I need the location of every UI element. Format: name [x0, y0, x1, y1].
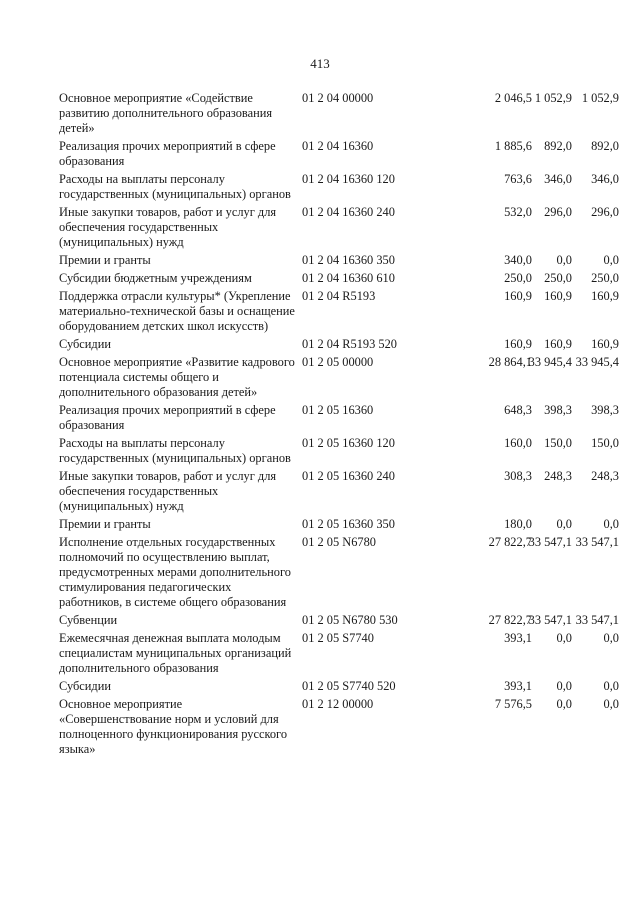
row-name: Иные закупки товаров, работ и услуг для обеспечения государственных (муниципальных) нужд: [59, 469, 277, 513]
row-value-3: 0,0: [603, 631, 619, 645]
row-name: Субвенции: [59, 613, 118, 627]
row-code: 01 2 04 16360: [302, 139, 374, 153]
row-value-1: 250,0: [504, 271, 532, 285]
row-value-2: 892,0: [544, 139, 572, 153]
row-code: 01 2 05 00000: [302, 355, 374, 369]
table-row: [59, 613, 619, 628]
row-name: Премии и гранты: [59, 253, 151, 267]
row-value-2: 0,0: [556, 631, 572, 645]
row-name: Субсидии бюджетным учреждениям: [59, 271, 252, 285]
row-name: Субсидии: [59, 337, 111, 351]
row-code: 01 2 05 16360 350: [302, 517, 395, 531]
row-value-1: 393,1: [504, 679, 532, 693]
row-value-2: 33 547,1: [528, 535, 572, 549]
row-value-1: 340,0: [504, 253, 532, 267]
row-name: Расходы на выплаты персоналу государственных (муниципальных) органов: [59, 436, 291, 465]
row-code: 01 2 12 00000: [302, 697, 374, 711]
row-name: Основное мероприятие «Развитие кадрового потенциала системы общего и дополнительного образования детей»: [59, 355, 295, 399]
row-name: Иные закупки товаров, работ и услуг для обеспечения государственных (муниципальных) нужд: [59, 205, 277, 249]
row-value-1: 180,0: [504, 517, 532, 531]
row-name: Основное мероприятие «Совершенствование норм и условий для полноценного функционирования русского языка»: [59, 697, 288, 756]
row-value-3: 150,0: [591, 436, 619, 450]
row-value-1: 763,6: [504, 172, 532, 186]
row-value-1: 160,9: [504, 337, 532, 351]
row-value-2: 0,0: [556, 679, 572, 693]
row-name: Реализация прочих мероприятий в сфере образования: [59, 139, 276, 168]
row-code: 01 2 05 16360: [302, 403, 374, 417]
table-row: [59, 271, 619, 286]
row-code: 01 2 04 00000: [302, 91, 374, 105]
row-value-1: 2 046,5: [494, 91, 532, 105]
row-value-2: 150,0: [544, 436, 572, 450]
row-value-3: 160,9: [591, 337, 619, 351]
table-row: [59, 91, 619, 136]
table-row: [59, 337, 619, 352]
row-name: Реализация прочих мероприятий в сфере образования: [59, 403, 276, 432]
row-value-2: 160,9: [544, 337, 572, 351]
row-value-2: 1 052,9: [534, 91, 572, 105]
table-row: [59, 631, 619, 676]
row-value-3: 160,9: [591, 289, 619, 303]
row-value-2: 248,3: [544, 469, 572, 483]
row-value-2: 346,0: [544, 172, 572, 186]
row-value-3: 1 052,9: [581, 91, 619, 105]
row-code: 01 2 04 R5193: [302, 289, 376, 303]
row-value-3: 0,0: [603, 679, 619, 693]
row-value-1: 160,0: [504, 436, 532, 450]
table-row: [59, 535, 619, 610]
row-code: 01 2 05 16360 120: [302, 436, 395, 450]
row-code: 01 2 04 16360 240: [302, 205, 395, 219]
table-row: [59, 205, 619, 250]
row-code: 01 2 05 16360 240: [302, 469, 395, 483]
row-code: 01 2 05 N6780 530: [302, 613, 398, 627]
row-value-3: 296,0: [591, 205, 619, 219]
row-value-2: 33 945,4: [528, 355, 572, 369]
table-row: [59, 172, 619, 202]
row-name: Основное мероприятие «Содействие развитию дополнительного образования детей»: [59, 91, 273, 135]
row-value-3: 346,0: [591, 172, 619, 186]
row-value-3: 892,0: [591, 139, 619, 153]
row-code: 01 2 04 16360 350: [302, 253, 395, 267]
budget-table: [59, 91, 619, 760]
row-value-2: 0,0: [556, 517, 572, 531]
row-value-3: 0,0: [603, 253, 619, 267]
row-value-3: 398,3: [591, 403, 619, 417]
row-value-2: 0,0: [556, 253, 572, 267]
row-value-1: 27 822,7: [488, 613, 532, 627]
row-value-3: 33 547,1: [575, 613, 619, 627]
table-row: [59, 436, 619, 466]
row-code: 01 2 05 S7740: [302, 631, 374, 645]
row-value-2: 33 547,1: [528, 613, 572, 627]
row-value-1: 308,3: [504, 469, 532, 483]
row-code: 01 2 05 N6780: [302, 535, 376, 549]
table-row: [59, 403, 619, 433]
table-row: [59, 355, 619, 400]
row-value-1: 27 822,7: [488, 535, 532, 549]
row-value-3: 250,0: [591, 271, 619, 285]
table-row: [59, 697, 619, 757]
row-value-1: 532,0: [504, 205, 532, 219]
row-code: 01 2 04 16360 120: [302, 172, 395, 186]
row-name: Расходы на выплаты персоналу государственных (муниципальных) органов: [59, 172, 291, 201]
row-code: 01 2 04 16360 610: [302, 271, 395, 285]
row-code: 01 2 05 S7740 520: [302, 679, 396, 693]
row-value-2: 250,0: [544, 271, 572, 285]
row-name: Премии и гранты: [59, 517, 151, 531]
row-value-2: 296,0: [544, 205, 572, 219]
table-row: [59, 253, 619, 268]
row-name: Ежемесячная денежная выплата молодым специалистам муниципальных организаций дополнительного образования: [59, 631, 292, 675]
row-value-1: 28 864,1: [488, 355, 532, 369]
row-value-1: 393,1: [504, 631, 532, 645]
row-value-2: 160,9: [544, 289, 572, 303]
table-row: [59, 517, 619, 532]
row-value-2: 0,0: [556, 697, 572, 711]
row-name: Субсидии: [59, 679, 111, 693]
row-value-2: 398,3: [544, 403, 572, 417]
row-value-1: 1 885,6: [494, 139, 532, 153]
table-row: [59, 289, 619, 334]
table-row: [59, 679, 619, 694]
row-name: Исполнение отдельных государственных полномочий по осуществлению выплат, предусмотренных мерами дополнительного стимулирования педагогических работников, в системе общего образования: [59, 535, 291, 609]
row-value-3: 33 945,4: [575, 355, 619, 369]
row-value-3: 0,0: [603, 517, 619, 531]
row-value-1: 160,9: [504, 289, 532, 303]
table-row: [59, 469, 619, 514]
row-value-3: 33 547,1: [575, 535, 619, 549]
row-value-3: 248,3: [591, 469, 619, 483]
row-value-1: 648,3: [504, 403, 532, 417]
row-value-3: 0,0: [603, 697, 619, 711]
row-name: Поддержка отрасли культуры* (Укрепление материально-технической базы и оснащение оборудованием детских школ искусств): [59, 289, 295, 333]
row-code: 01 2 04 R5193 520: [302, 337, 397, 351]
row-value-1: 7 576,5: [494, 697, 532, 711]
table-row: [59, 139, 619, 169]
page-number: 413: [310, 56, 330, 71]
